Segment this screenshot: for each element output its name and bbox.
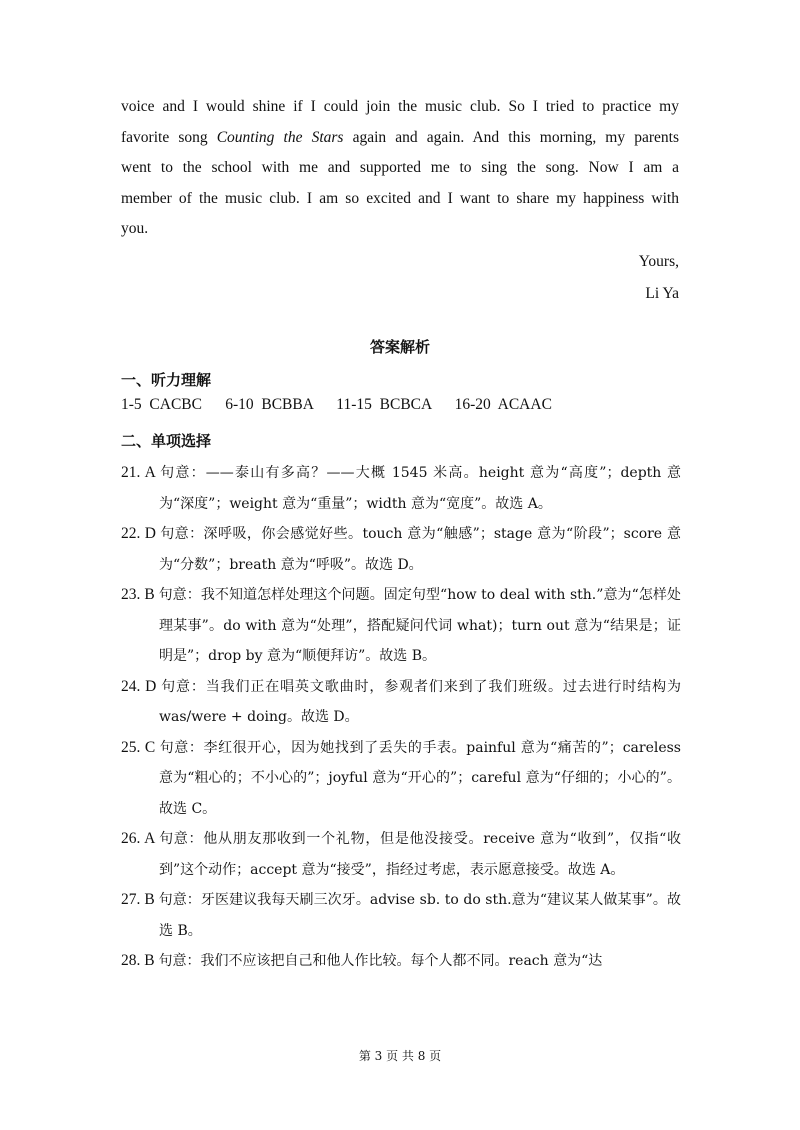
letter-paragraph [121, 92, 679, 245]
choice-explanations [121, 458, 681, 977]
section-listening-title: 一、听力理解 [121, 371, 212, 389]
section-choice-title: 二、单项选择 [121, 432, 212, 450]
letter-signature: Li Ya [645, 285, 679, 302]
explanation-item: 26. A 句意：他从朋友那收到一个礼物，但是他没接受。receive 意为“收到”，仅指“收到”这个动作；accept 意为“接受”，指经过考虑，表示愿意接受。故选 A。 [121, 830, 681, 878]
explanation-item: 22. D 句意：深呼吸，你会感觉好些。touch 意为“触感”；stage 意为“阶段”；score 意为“分数”；breath 意为“呼吸”。故选 D。 [121, 525, 681, 573]
explanation-item: 25. C 句意：李红很开心，因为她找到了丢失的手表。painful 意为“痛苦的”；careless 意为“粗心的；不小心的”；joyful 意为“开心的”；careful 意为“仔细的；小心的”。故选 C。 [121, 738, 681, 817]
answers-heading: 答案解析 [369, 338, 430, 356]
letter-text-part2: again and again. And this morning, my parents went to the school with me and supported me to sing the song. Now I am a member of the music club. I am so excited and I want to share my happiness with you. [121, 128, 679, 237]
explanation-item: 21. A 句意：——泰山有多高？——大概 1545 米高。height 意为“高度”；depth 意为“深度”；weight 意为“重量”；width 意为“宽度”。故选 A。 [121, 464, 682, 512]
listening-answers: 1-5 CACBC 6-10 BCBBA 11-15 BCBCA 16-20 ACAAC [121, 396, 552, 413]
letter-body [121, 92, 679, 310]
song-title: Counting the Stars [216, 128, 344, 146]
explanation-item: 28. B 句意：我们不应该把自己和他人作比较。每个人都不同。reach 意为“达 [121, 952, 603, 969]
explanation-item: 27. B 句意：牙医建议我每天刷三次牙。advise sb. to do sth.意为“建议某人做某事”。故选 B。 [121, 891, 681, 939]
letter-closing: Yours, [638, 252, 679, 270]
explanation-item: 24. D 句意：当我们正在唱英文歌曲时，参观者们来到了我们班级。过去进行时结构为 was/were + doing。故选 D。 [121, 677, 681, 725]
page-footer: 第 3 页 共 8 页 [358, 1049, 442, 1063]
explanation-item: 23. B 句意：我不知道怎样处理这个问题。固定句型“how to deal with sth.”意为“怎样处理某事”。do with 意为“处理”，搭配疑问代词 what)；turn out 意为“结果是；证明是”；drop by 意为“顺便拜访”。故选 B。 [121, 586, 681, 664]
letter-text-part1: voice and I would shine if I could join the music club. So I tried to practice my favorite song [121, 98, 679, 146]
